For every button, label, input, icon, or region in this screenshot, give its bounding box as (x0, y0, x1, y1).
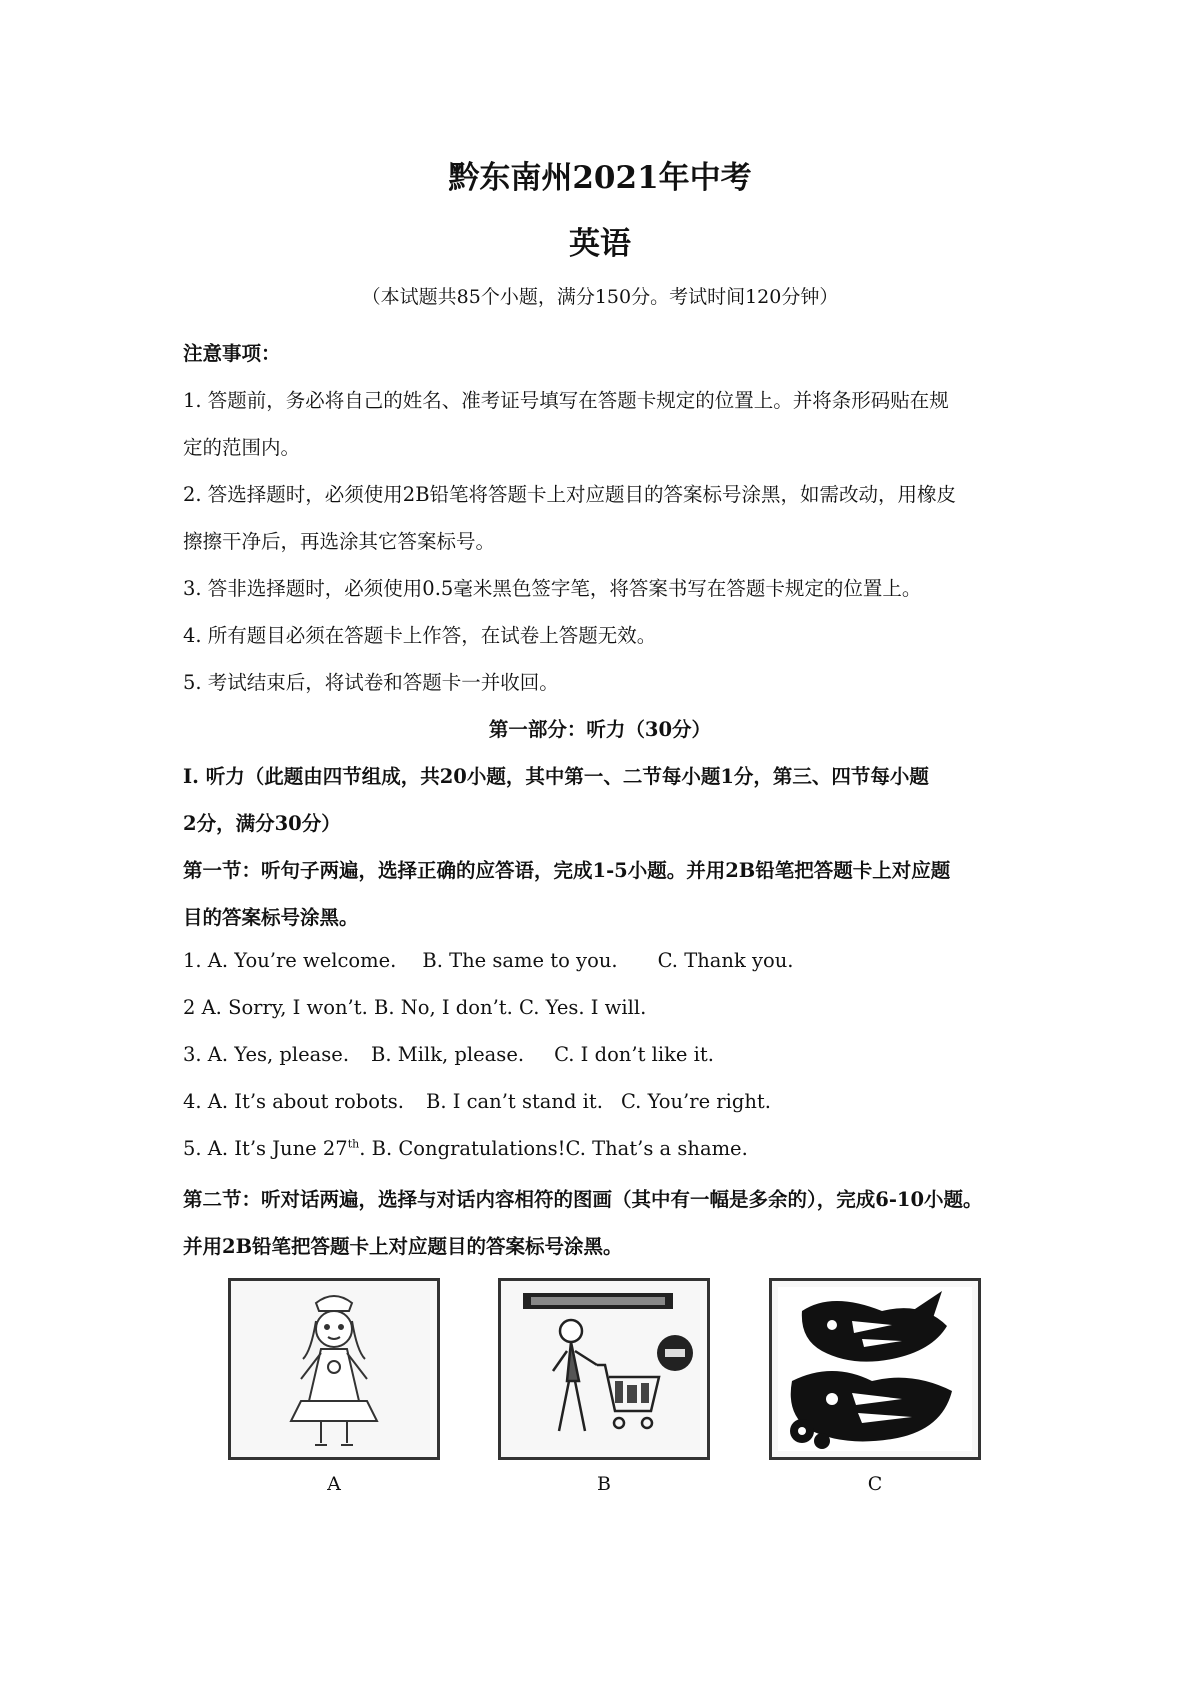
picture-label-c: C (867, 1473, 883, 1495)
question-3 (183, 1043, 714, 1066)
instruction-line: 2. 答选择题时，必须使用2B铅笔将答题卡上对应题目的答案标号涂黑，如需改动，用橡皮 (183, 483, 957, 506)
shopping-picture-svg (501, 1281, 707, 1457)
option-a: 1. A. You’re welcome. (183, 949, 397, 972)
option-a: 4. A. It’s about robots. (183, 1090, 404, 1113)
instruction-line: 定的范围内。 (183, 436, 301, 459)
paper-cut-picture-svg (772, 1281, 978, 1457)
exam-subject: 英语 (569, 226, 631, 262)
instruction-line: 4. 所有题目必须在答题卡上作答，在试卷上答题无效。 (183, 624, 657, 647)
question-1 (183, 949, 793, 972)
option-b: B. Congratulations! (371, 1137, 566, 1160)
option-c: C. Yes. I will. (519, 996, 647, 1019)
instruction-line: 擦擦干净后，再选涂其它答案标号。 (183, 530, 496, 553)
section1-instruction: 第一节：听句子两遍，选择正确的应答语，完成1-5小题。并用2B铅笔把答题卡上对应题 (183, 859, 951, 882)
option-b: B. I can’t stand it. (426, 1090, 603, 1113)
superscript: th (347, 1137, 360, 1151)
exam-note: （本试题共85个小题，满分150分。考试时间120分钟） (361, 286, 839, 308)
question-4 (183, 1090, 771, 1113)
option-c: C. I don’t like it. (554, 1043, 714, 1066)
option-c: C. You’re right. (620, 1090, 771, 1113)
instruction-line: 1. 答题前，务必将自己的姓名、准考证号填写在答题卡规定的位置上。并将条形码贴在规 (183, 389, 949, 412)
option-c: C. Thank you. (657, 949, 794, 972)
part1-title: 第一部分：听力（30分） (488, 718, 712, 741)
question-2 (183, 996, 646, 1019)
instruction-line: 3. 答非选择题时，必须使用0.5毫米黑色签字笔，将答案书写在答题卡规定的位置上。 (183, 577, 922, 600)
nurse-picture (228, 1278, 440, 1460)
option-a: 2 A. Sorry, I won’t. (183, 996, 368, 1019)
section2-instruction: 并用2B铅笔把答题卡上对应题目的答案标号涂黑。 (183, 1235, 623, 1258)
shopping-picture (498, 1278, 710, 1460)
nurse-picture-svg (231, 1281, 437, 1457)
option-a: 3. A. Yes, please. (183, 1043, 350, 1066)
picture-label-a: A (327, 1473, 341, 1495)
instruction-line: 5. 考试结束后，将试卷和答题卡一并收回。 (183, 671, 559, 694)
section1-instruction: 目的答案标号涂黑。 (183, 906, 359, 929)
instructions-heading: 注意事项： (183, 342, 281, 365)
option-b: B. Milk, please. (371, 1043, 525, 1066)
section2-instruction: 第二节：听对话两遍，选择与对话内容相符的图画（其中有一幅是多余的），完成6-10小题。 (183, 1188, 983, 1211)
listening-intro: 2分，满分30分） (183, 812, 341, 835)
paper-cut-picture (769, 1278, 981, 1460)
option-c: C. That’s a shame. (565, 1137, 748, 1160)
option-a: 5. A. It’s June 27 (183, 1137, 348, 1160)
question-5: 5. A. It’s June 27th. B. Congratulations!C. That’s a shame. (183, 1137, 748, 1160)
option-b: B. No, I don’t. (373, 996, 513, 1019)
picture-label-b: B (597, 1473, 611, 1495)
option-b: B. The same to you. (422, 949, 618, 972)
exam-title: 黔东南州2021年中考 (448, 160, 752, 196)
listening-intro: Ⅰ. 听力（此题由四节组成，共20小题，其中第一、二节每小题1分，第三、四节每小题 (183, 765, 929, 788)
